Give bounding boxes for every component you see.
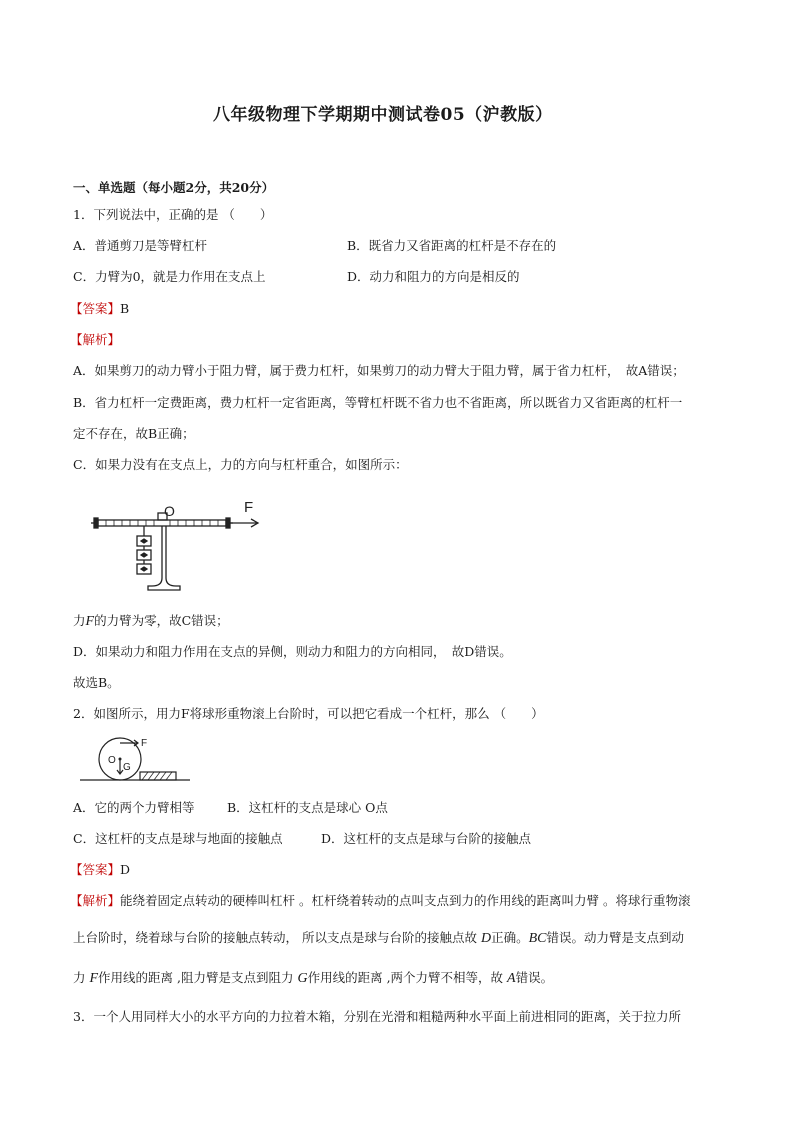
q1-analysis-line-3: 定不存在，故B正确； (73, 426, 195, 441)
q2-option-c: C．这杠杆的支点是球与地面的接触点 (73, 831, 283, 846)
q2-analysis-text-3d: 错误。 (515, 970, 554, 985)
q2-analysis-text-2a: 上台阶时，绕着球与台阶的接触点转动， 所以支点是球与台阶的接触点故 (73, 930, 481, 945)
q2-analysis-text-1: 能绕着固定点转动的硬棒叫杠杆 。杠杆绕着转动的点叫支点到力的作用线的距离叫力臂 。将球行重物滚 (120, 893, 691, 908)
var-d: D (480, 931, 492, 946)
analysis-tag: 【解析】 (70, 893, 121, 908)
q2-stem: 2．如图所示，用力F将球形重物滚上台阶时，可以把它看成一个杠杆，那么 （ ） (73, 706, 544, 721)
var-f: F (89, 971, 99, 986)
ball-step-figure (80, 734, 190, 786)
q1-answer-value: B (120, 301, 130, 316)
q2-analysis-text-3c: 作用线的距离 ,两个力臂不相等，故 (307, 970, 508, 985)
q1-option-d: D．动力和阻力的方向是相反的 (347, 269, 520, 284)
q2-answer (70, 862, 130, 878)
q1-conclusion: 故选B。 (73, 675, 120, 690)
var-bc: BC (528, 931, 547, 946)
ball-center-label: O (108, 755, 116, 766)
q1-analysis-line-4: C．如果力没有在支点上，力的方向与杠杆重合，如图所示： (73, 457, 408, 472)
force-label: F (244, 499, 254, 516)
q1-analysis-line-1: A．如果剪刀的动力臂小于阻力臂，属于费力杠杆，如果剪刀的动力臂大于阻力臂，属于省力杠杆， 故A错误； (73, 363, 685, 378)
after-fig-post: 的力臂为零，故C错误； (94, 613, 229, 628)
q1-after-fig-d: D．如果动力和阻力作用在支点的异侧，则动力和阻力的方向相同， 故D错误。 (73, 644, 512, 659)
q1-analysis-tag: 【解析】 (70, 332, 121, 347)
page-title: 八年级物理下学期期中测试卷05（沪教版） (213, 105, 553, 125)
answer-tag: 【答案】 (70, 862, 121, 877)
q2-analysis-text-3b: 作用线的距离 ,阻力臂是支点到阻力 (98, 970, 298, 985)
q1-option-b: B．既省力又省距离的杠杆是不存在的 (347, 238, 557, 253)
q2-answer-value: D (120, 862, 131, 877)
q2-option-d: D．这杠杆的支点是球与台阶的接触点 (321, 831, 532, 846)
answer-tag: 【答案】 (70, 301, 121, 316)
q3-stem: 3．一个人用同样大小的水平方向的力拉着木箱，分别在光滑和粗糙两种水平面上前进相同的距离，关于拉力所 (73, 1009, 681, 1024)
q1-stem: 1．下列说法中，正确的是 （ ） (73, 207, 273, 222)
q2-analysis-text-3a: 力 (73, 970, 90, 985)
q1-answer (70, 301, 129, 317)
after-fig-var: F (85, 614, 95, 629)
var-a: A (507, 971, 516, 986)
q1-analysis-line-2: B．省力杠杆一定费距离，费力杠杆一定省距离，等臂杠杆既不省力也不省距离，所以既省力又省距离的杠杆一 (73, 395, 683, 410)
q2-analysis-line-1 (70, 893, 690, 909)
q2-analysis-line-3 (73, 970, 553, 987)
ball-force-label: F (141, 738, 148, 749)
lever-figure (88, 494, 278, 596)
q2-option-a: A．它的两个力臂相等 (73, 800, 195, 815)
q2-analysis-text-2b: 正确。 (491, 930, 529, 945)
ball-weight-label: G (123, 762, 131, 773)
q1-after-fig-c (73, 613, 229, 630)
q1-option-a: A．普通剪刀是等臂杠杆 (73, 238, 208, 253)
q1-option-c: C．力臂为0，就是力作用在支点上 (73, 269, 266, 284)
section-heading: 一、单选题（每小题2分，共20分） (73, 180, 275, 195)
q2-analysis-line-2 (73, 930, 684, 947)
q2-option-b: B．这杠杆的支点是球心 O点 (227, 800, 388, 815)
pivot-label: O (164, 503, 175, 519)
var-g: G (297, 971, 308, 986)
q2-analysis-text-2c: 错误。动力臂是支点到动 (546, 930, 684, 945)
after-fig-pre: 力 (73, 613, 86, 628)
